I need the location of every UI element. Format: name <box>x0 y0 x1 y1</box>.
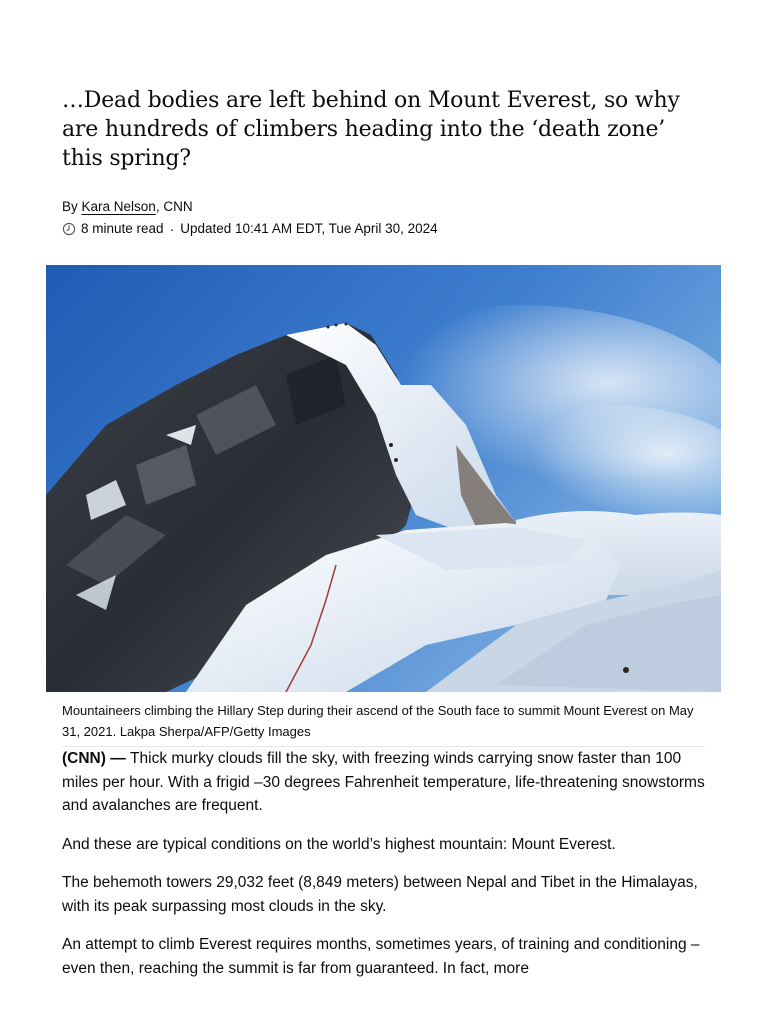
everest-photo <box>46 265 721 692</box>
updated-timestamp: Updated 10:41 AM EDT, Tue April 30, 2024 <box>180 221 438 236</box>
byline <box>62 198 193 216</box>
byline-prefix: By <box>62 199 82 214</box>
byline-outlet: , CNN <box>155 199 193 214</box>
author-link[interactable]: Kara Nelson <box>81 199 156 214</box>
hero-image[interactable] <box>46 265 721 692</box>
separator-dot: · <box>169 221 175 237</box>
source-label: (CNN) — <box>62 750 131 767</box>
clock-icon <box>62 222 76 236</box>
paragraph-1-text: Thick murky clouds fill the sky, with freezing winds carrying snow faster than 100 miles per hour. With a frigid –30 degrees Fahrenheit temperature, life-threatening snowstorms and avalanches are frequent. <box>62 750 705 814</box>
headline: …Dead bodies are left behind on Mount Everest, so why are hundreds of climbers heading into the ‘death zone’ this spring? <box>62 88 680 171</box>
paragraph-3: The behemoth towers 29,032 feet (8,849 meters) between Nepal and Tibet in the Himalayas, with its peak surpassing most clouds in the sky. <box>62 874 698 915</box>
paragraph-2: And these are typical conditions on the world’s highest mountain: Mount Everest. <box>62 835 616 853</box>
paragraph-1 <box>62 747 705 818</box>
read-time: 8 minute read <box>81 221 164 236</box>
timestamp-row <box>62 220 438 238</box>
paragraph-4: An attempt to climb Everest requires months, sometimes years, of training and conditioning – even then, reaching the summit is far from guaranteed. In fact, more <box>62 936 700 977</box>
article-body <box>62 747 705 995</box>
image-caption: Mountaineers climbing the Hillary Step during their ascend of the South face to summit Mount Everest on May 31, 2021. Lakpa Sherpa/AFP/Getty Images <box>62 703 694 739</box>
